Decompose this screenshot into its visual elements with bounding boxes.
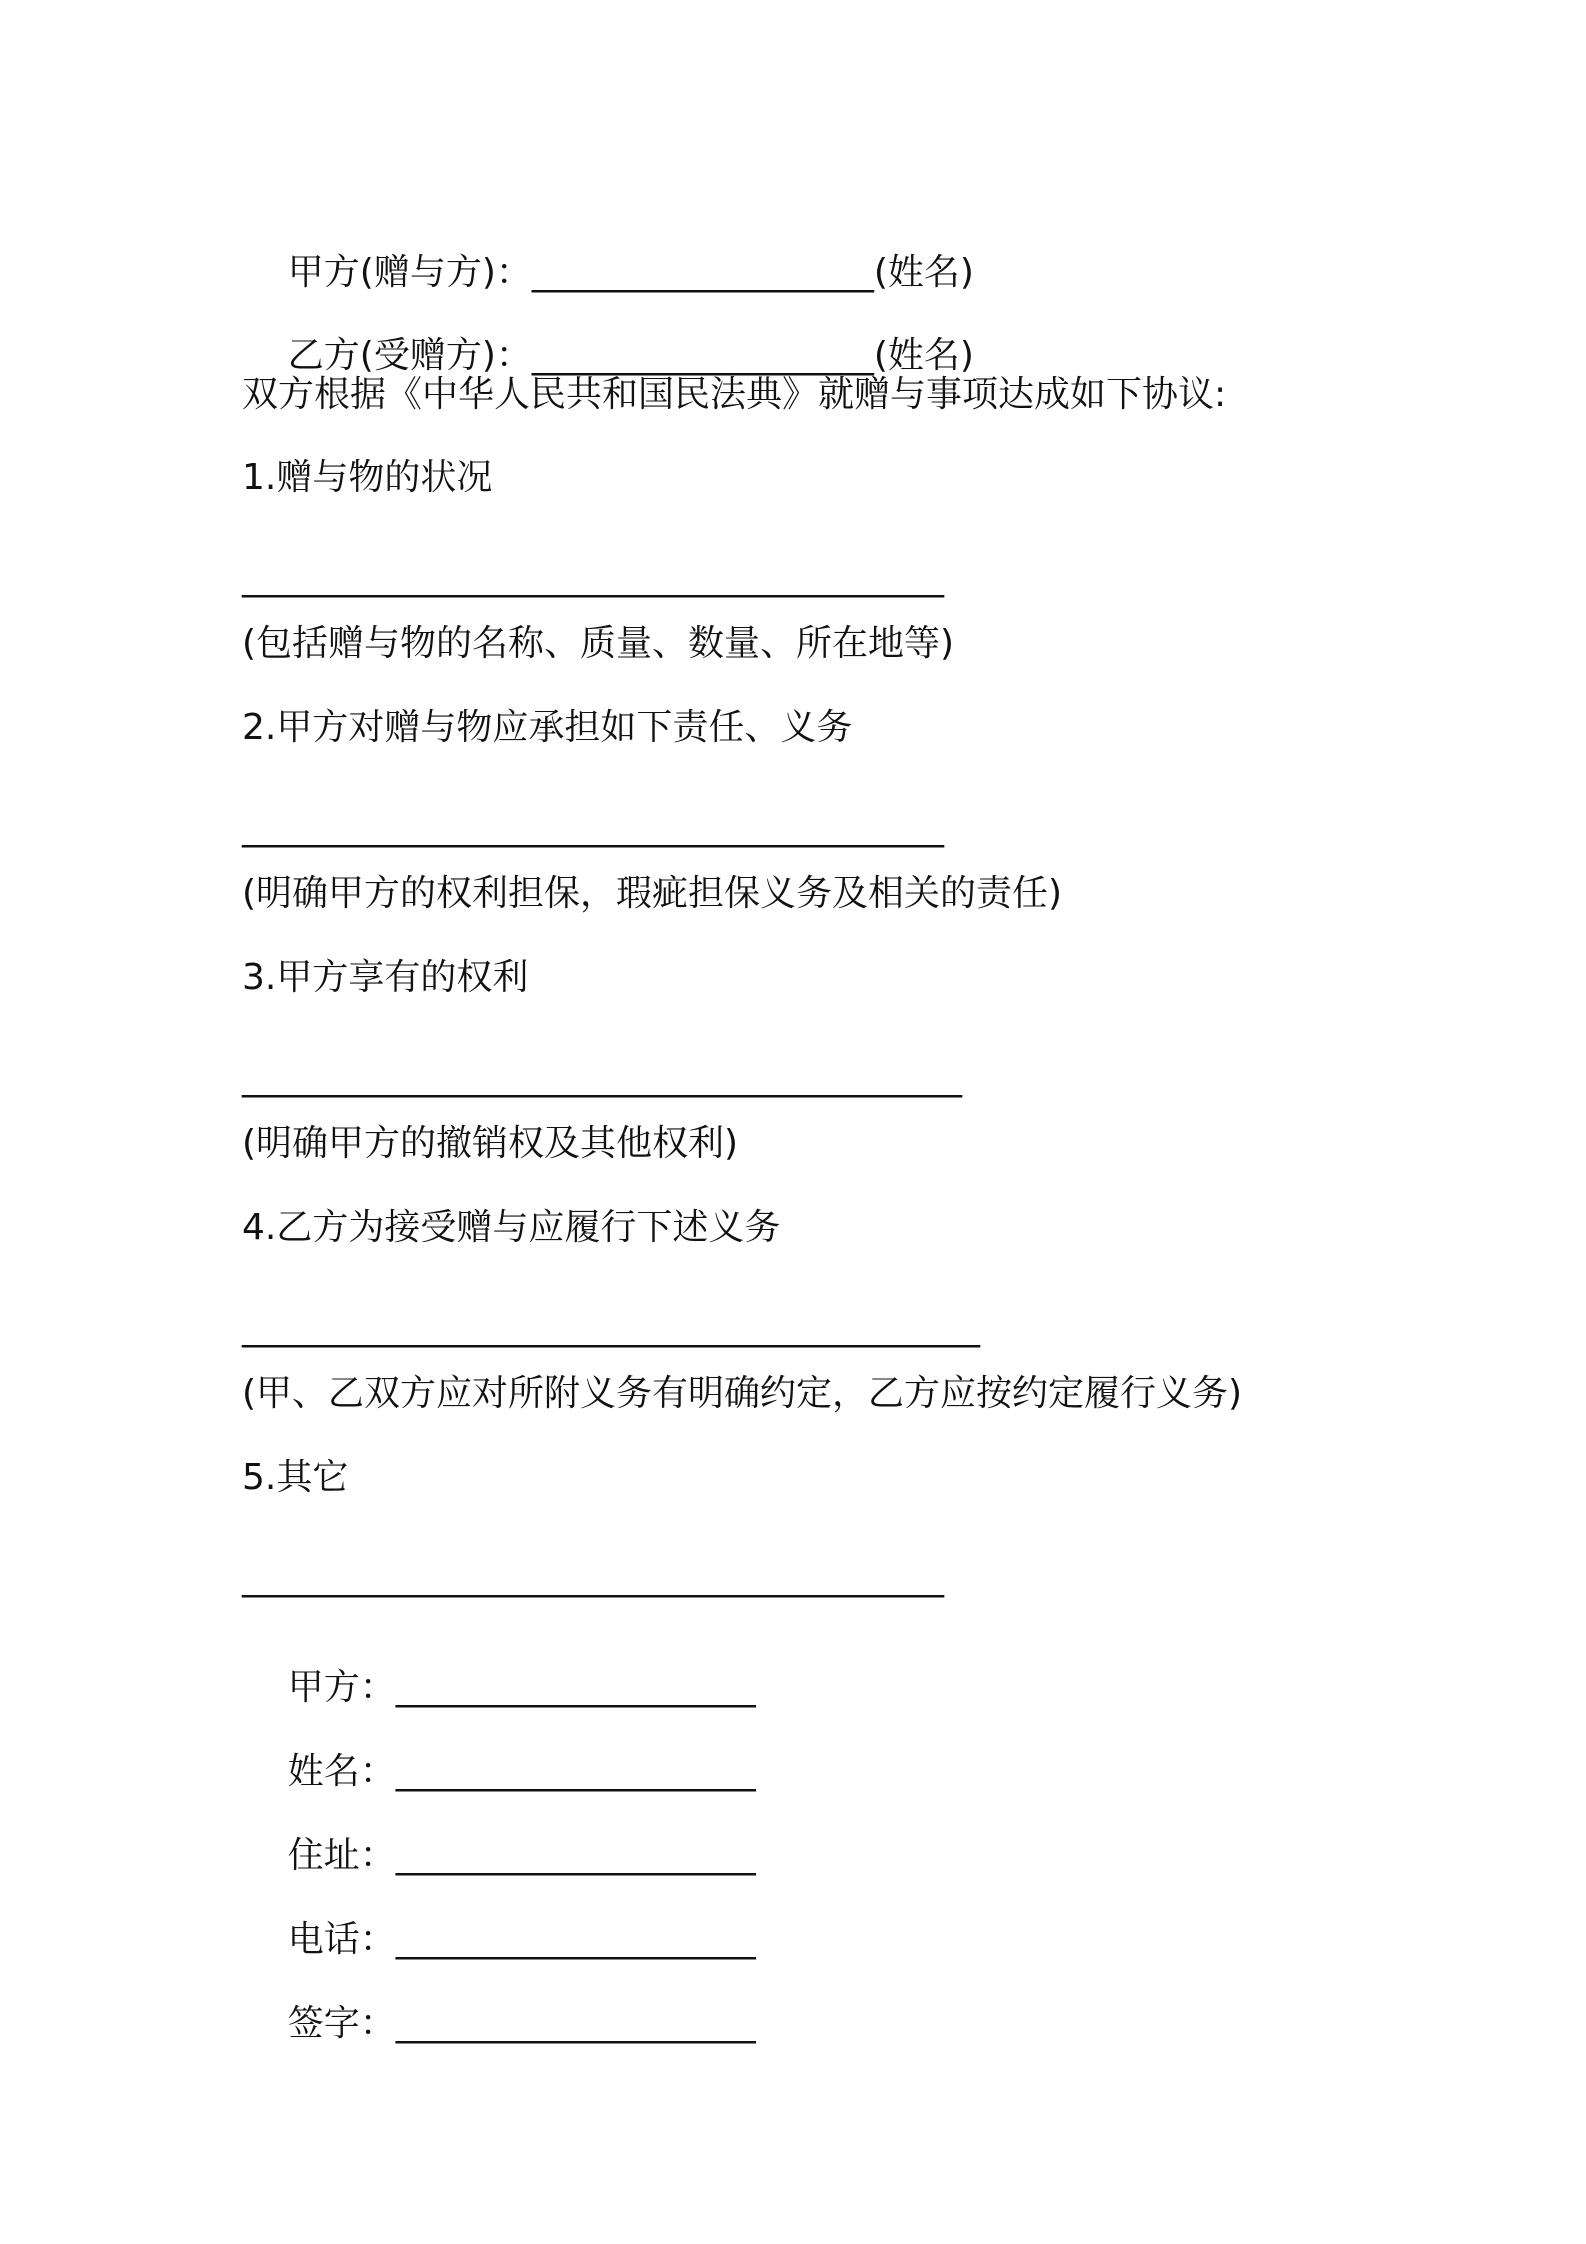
section-1-heading: 1.赠与物的状况 [242, 457, 493, 498]
signature-phone-blank[interactable]: ____________________ [395, 1919, 756, 1960]
signature-address-blank[interactable]: ____________________ [395, 1835, 756, 1876]
section-5-heading: 5.其它 [242, 1457, 349, 1498]
party-a-name-blank[interactable]: ___________________ [531, 252, 874, 293]
signature-name-blank[interactable]: ____________________ [395, 1751, 756, 1792]
party-b-name-blank[interactable]: ___________________ [531, 335, 874, 376]
section-4-blank[interactable]: _________________________________________ [242, 1307, 980, 1348]
intro-text: 双方根据《中华人民共和国民法典》就赠与事项达成如下协议: [242, 374, 1227, 415]
signature-sign-blank[interactable]: ____________________ [395, 2003, 756, 2044]
party-b-label: 乙方(受赠方)： [287, 335, 532, 376]
signature-address-label: 住址： [287, 1835, 396, 1876]
signature-sign-label: 签字： [287, 2003, 396, 2044]
section-2-note: (明确甲方的权利担保，瑕疵担保义务及相关的责任) [242, 873, 1063, 914]
party-a-suffix: (姓名) [873, 252, 974, 293]
section-3-heading: 3.甲方享有的权利 [242, 957, 529, 998]
section-3-blank[interactable]: ________________________________________ [242, 1057, 962, 1098]
section-4-note: (甲、乙双方应对所附义务有明确约定，乙方应按约定履行义务) [242, 1373, 1243, 1414]
signature-phone-label: 电话： [287, 1919, 396, 1960]
party-a-label: 甲方(赠与方)： [287, 252, 532, 293]
signature-party-a-blank[interactable]: ____________________ [395, 1667, 756, 1708]
signature-party-a-label: 甲方： [287, 1667, 396, 1708]
signature-sign [242, 1958, 756, 2090]
section-2-heading: 2.甲方对赠与物应承担如下责任、义务 [242, 707, 853, 748]
section-1-blank[interactable]: _______________________________________ [242, 557, 944, 598]
section-1-note: (包括赠与物的名称、质量、数量、所在地等) [242, 623, 955, 664]
section-3-note: (明确甲方的撤销权及其他权利) [242, 1123, 739, 1164]
section-4-heading: 4.乙方为接受赠与应履行下述义务 [242, 1207, 781, 1248]
party-b-suffix: (姓名) [873, 335, 974, 376]
section-2-blank[interactable]: _______________________________________ [242, 807, 944, 848]
signature-name-label: 姓名： [287, 1751, 396, 1792]
section-5-blank[interactable]: _______________________________________ [242, 1557, 944, 1598]
